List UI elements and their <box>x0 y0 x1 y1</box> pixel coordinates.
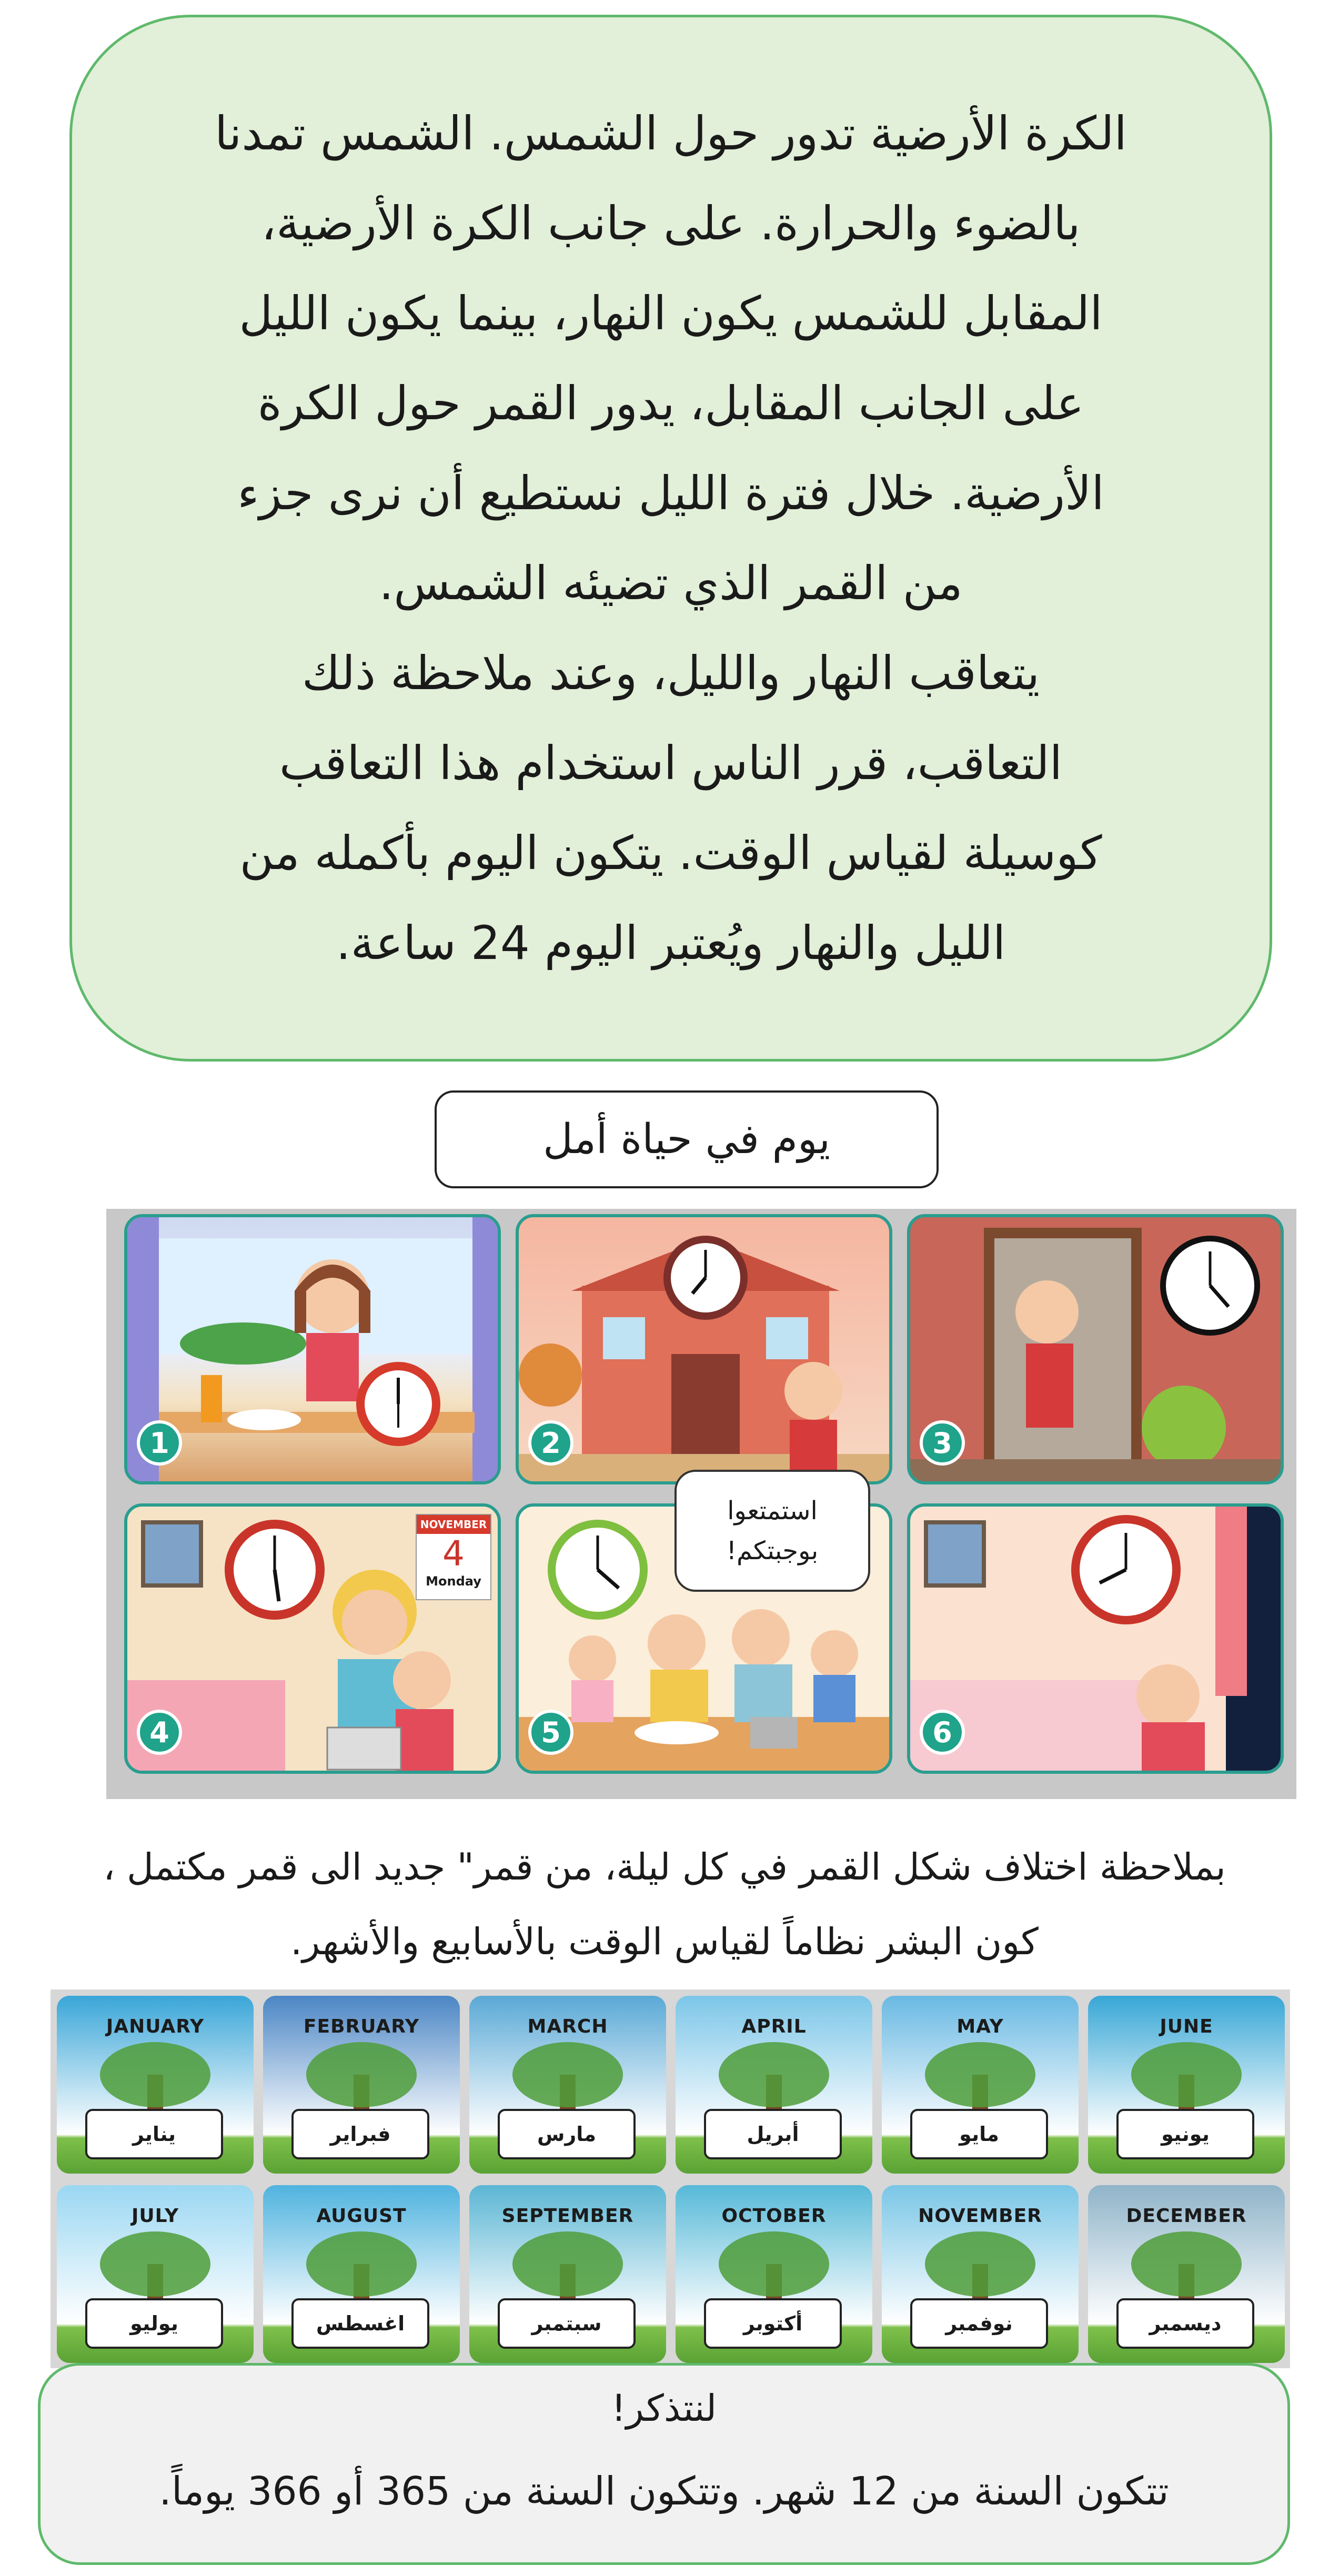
month-card <box>676 1996 872 2174</box>
intro-line: بالضوء والحرارة. على جانب الكرة الأرضية، <box>261 196 1081 250</box>
month-english: MARCH <box>527 2016 608 2037</box>
remember-body: تتكون السنة من 12 شهر. وتتكون السنة من 365 أو 366 يوماً. <box>159 2469 1169 2514</box>
intro-line: على الجانب المقابل، يدور القمر حول الكرة <box>257 376 1084 430</box>
month-english: MAY <box>957 2016 1004 2037</box>
moon-line: بملاحظة اختلاف شكل القمر في كل ليلة، من قمر" جديد الى قمر مكتمل ، <box>103 1845 1226 1888</box>
month-english: JULY <box>131 2205 179 2227</box>
month-arabic: مايو <box>910 2109 1048 2159</box>
intro-line: الليل والنهار ويُعتبر اليوم 24 ساعة. <box>336 916 1006 970</box>
panel-number: 6 <box>920 1710 965 1755</box>
remember-title: لنتذكر! <box>611 2387 717 2430</box>
month-card <box>263 1996 460 2174</box>
panel-number: 3 <box>920 1420 965 1466</box>
story-title: يوم في حياة أمل <box>435 1090 939 1188</box>
month-card <box>882 2185 1079 2363</box>
month-english: DECEMBER <box>1126 2205 1247 2227</box>
month-arabic: يوليو <box>85 2298 223 2349</box>
months-grid <box>51 1989 1290 2368</box>
intro-line: من القمر الذي تضيئه الشمس. <box>379 556 963 610</box>
month-card <box>882 1996 1079 2174</box>
panel-number: 1 <box>137 1420 182 1466</box>
calendar-day: 4 <box>442 1533 465 1574</box>
month-card <box>57 2185 254 2363</box>
speech-bubble <box>674 1470 870 1592</box>
story-panel-bedtime <box>907 1503 1284 1774</box>
calendar-month: NOVEMBER <box>417 1515 490 1534</box>
panel-number: 5 <box>528 1710 573 1755</box>
intro-line: كوسيلة لقياس الوقت. يتكون اليوم بأكمله من <box>239 826 1102 880</box>
intro-line: الأرضية. خلال فترة الليل نستطيع أن نرى جزء <box>237 466 1104 520</box>
month-card <box>263 2185 460 2363</box>
bubble-line: استمتعوا <box>727 1496 818 1526</box>
month-card <box>57 1996 254 2174</box>
intro-box <box>69 15 1272 1062</box>
clock-icon <box>1068 1512 1184 1628</box>
clock-icon <box>354 1359 443 1449</box>
moon-paragraph <box>32 1830 1297 1979</box>
clock-icon <box>661 1233 750 1322</box>
calendar <box>416 1514 491 1600</box>
month-arabic: نوفمبر <box>910 2298 1048 2349</box>
moon-line: كون البشر نظاماً لقياس الوقت بالأسابيع والأشهر. <box>290 1920 1039 1963</box>
intro-paragraph <box>145 88 1197 988</box>
story-panel-homework <box>124 1503 501 1774</box>
story-panel-school <box>516 1214 892 1484</box>
month-card <box>1088 1996 1285 2174</box>
month-arabic: اغسطس <box>291 2298 429 2349</box>
calendar-weekday: Monday <box>426 1574 481 1589</box>
month-arabic: فبراير <box>291 2109 429 2159</box>
month-arabic: يونيو <box>1116 2109 1254 2159</box>
clock-icon <box>222 1517 327 1622</box>
month-card <box>469 1996 666 2174</box>
month-arabic: يناير <box>85 2109 223 2159</box>
breakfast-illustration <box>127 1217 501 1484</box>
month-arabic: ديسمبر <box>1116 2298 1254 2349</box>
month-card <box>676 2185 872 2363</box>
intro-line: يتعاقب النهار والليل، وعند ملاحظة ذلك <box>301 646 1040 700</box>
month-english: NOVEMBER <box>918 2205 1042 2227</box>
intro-line: الكرة الأرضية تدور حول الشمس. الشمس تمدنا <box>215 106 1127 160</box>
remember-box <box>38 2363 1290 2565</box>
clock-icon <box>545 1517 650 1622</box>
clock-icon <box>1157 1233 1263 1338</box>
month-english: APRIL <box>741 2016 807 2037</box>
story-panel-breakfast <box>124 1214 501 1484</box>
month-arabic: سبتمبر <box>498 2298 636 2349</box>
story-panel-home-door <box>907 1214 1284 1484</box>
intro-line: التعاقب، قرر الناس استخدام هذا التعاقب <box>279 736 1063 790</box>
month-arabic: مارس <box>498 2109 636 2159</box>
panel-number: 4 <box>137 1710 182 1755</box>
month-arabic: أبريل <box>704 2109 842 2159</box>
month-english: JUNE <box>1160 2016 1213 2037</box>
month-card <box>1088 2185 1285 2363</box>
month-english: OCTOBER <box>721 2205 827 2227</box>
bubble-line: بوجبتكم! <box>726 1536 819 1565</box>
month-english: AUGUST <box>316 2205 407 2227</box>
month-arabic: أكتوبر <box>704 2298 842 2349</box>
intro-line: المقابل للشمس يكون النهار، بينما يكون الليل <box>239 286 1103 340</box>
month-english: SEPTEMBER <box>501 2205 634 2227</box>
month-card <box>469 2185 666 2363</box>
month-english: JANUARY <box>106 2016 205 2037</box>
month-english: FEBRUARY <box>303 2016 420 2037</box>
panel-number: 2 <box>528 1420 573 1466</box>
